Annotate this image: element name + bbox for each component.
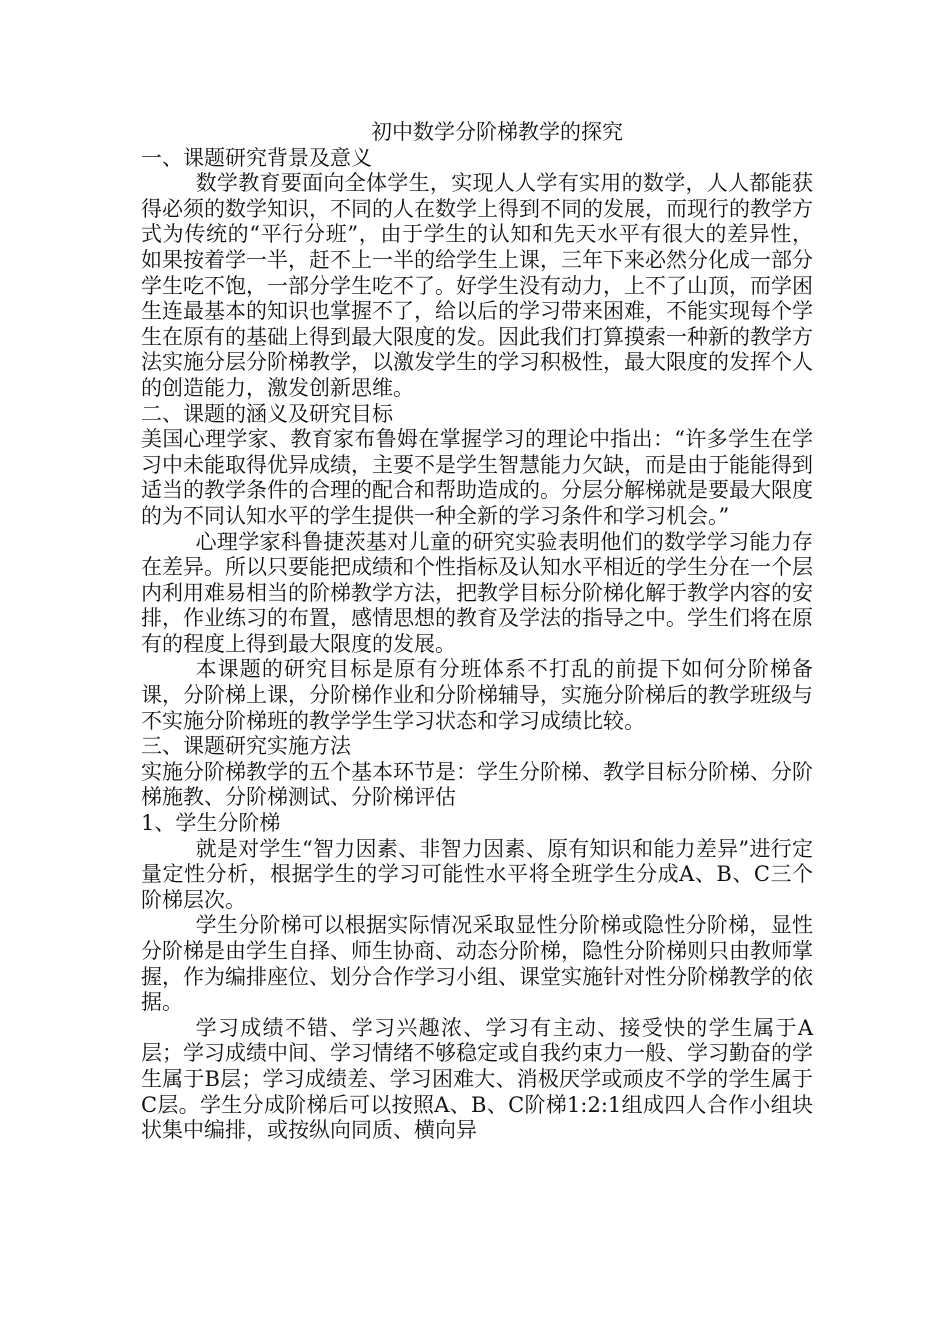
paragraph-tier-methods: 学生分阶梯可以根据实际情况采取显性分阶梯或隐性分阶梯，显性分阶梯是由学生自择、师生协商、动态分阶梯，隐性分阶梯则只由教师掌握，作为编排座位、划分合作学习小组、课堂实施针对性分阶梯教学的依据。 — [141, 913, 813, 1015]
section-heading-methods: 三、课题研究实施方法 — [141, 734, 351, 759]
paragraph-bloom-quote: 美国心理学家、教育家布鲁姆在掌握学习的理论中指出：“许多学生在学习中未能取得优异成绩，主要不是学生智慧能力欠缺，而是由于能能得到适当的教学条件的合理的配合和帮助造成的。分层分解梯就是要最大限度的为不同认知水平的学生提供一种全新的学习条件和学习机会。” — [141, 427, 813, 528]
document-body — [141, 120, 813, 1144]
paragraph-five-steps: 实施分阶梯教学的五个基本环节是：学生分阶梯、教学目标分阶梯、分阶梯施教、分阶梯测试、分阶梯评估 — [141, 759, 813, 810]
paragraph-krutetskii: 心理学家科鲁捷茨基对儿童的研究实验表明他们的数学学习能力存在差异。所以只要能把成绩和个性指标及认知水平相近的学生分在一个层内利用难易相当的阶梯教学方法，把教学目标分阶梯化解于教学内容的安排，作业练习的布置，感情思想的教育及学法的指导之中。学生们将在原有的程度上得到最大限度的发展。 — [141, 529, 813, 656]
document-title: 初中数学分阶梯教学的探究 — [371, 120, 623, 144]
subsection-heading-student-tiers: 1、学生分阶梯 — [141, 811, 281, 836]
paragraph-background: 数学教育要面向全体学生，实现人人学有实用的数学，人人都能获得必须的数学知识，不同的人在数学上得到不同的发展，而现行的教学方式为传统的“平行分班”，由于学生的认知和先天水平有很大的差异性，如果按着学一半，赶不上一半的给学生上课，三年下来必然分化成一部分学生吃不饱，一部分学生吃不了。好学生没有动力，上不了山顶，而学困生连最基本的知识也掌握不了，给以后的学习带来困难，不能实现每个学生在原有的基础上得到最大限度的发。因此我们打算摸索一种新的教学方法实施分层分阶梯教学，以激发学生的学习积极性，最大限度的发挥个人的创造能力，激发创新思维。 — [141, 171, 813, 400]
paragraph-student-analysis: 就是对学生“智力因素、非智力因素、原有知识和能力差异”进行定量定性分析，根据学生的学习可能性水平将全班学生分成A、B、C三个阶梯层次。 — [141, 836, 813, 912]
paragraph-research-goal: 本课题的研究目标是原有分班体系不打乱的前提下如何分阶梯备课，分阶梯上课，分阶梯作业和分阶梯辅导，实施分阶梯后的教学班级与不实施分阶梯班的教学学生学习状态和学习成绩比较。 — [141, 657, 813, 733]
paragraph-tier-definitions: 学习成绩不错、学习兴趣浓、学习有主动、接受快的学生属于A层；学习成绩中间、学习情绪不够稳定或自我约束力一般、学习勤奋的学生属于B层；学习成绩差、学习困难大、消极厌学或顽皮不学的学生属于C层。学生分成阶梯后可以按照A、B、C阶梯1:2:1组成四人合作小组块状集中编排，或按纵向同质、横向异 — [141, 1015, 813, 1143]
section-heading-background: 一、课题研究背景及意义 — [141, 145, 372, 170]
section-heading-goals: 二、课题的涵义及研究目标 — [141, 401, 393, 426]
